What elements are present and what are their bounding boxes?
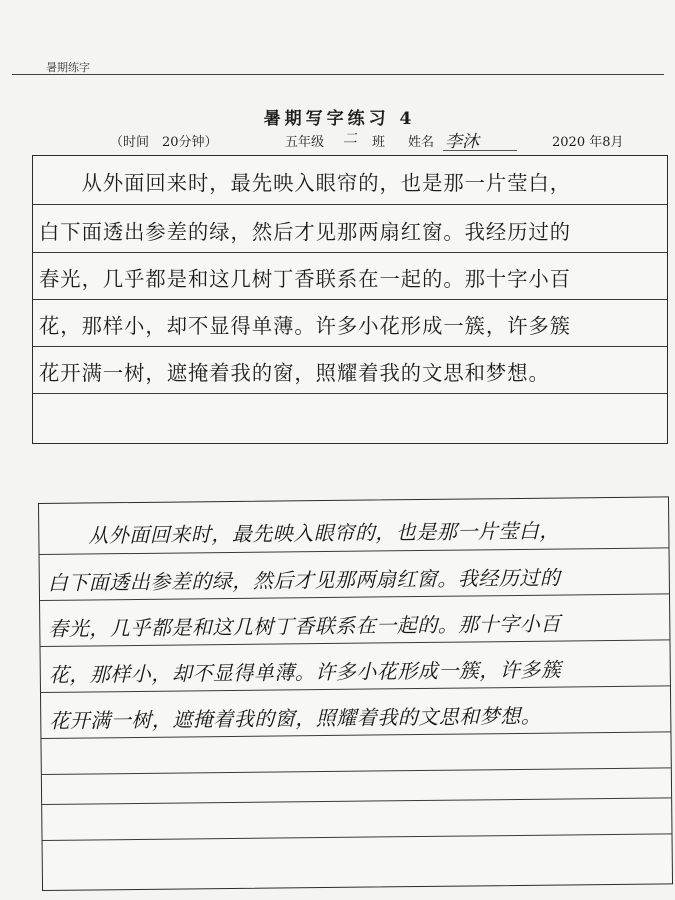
info-row — [0, 131, 675, 151]
ruled-line — [40, 547, 669, 555]
name-value: 李沐 — [445, 132, 479, 152]
worksheet-title — [0, 104, 675, 129]
ruled-line — [33, 252, 667, 253]
handwritten-line: 花开满一树，遮掩着我的窗，照耀着我的文思和梦想。 — [49, 703, 542, 733]
handwritten-line: 从外面回来时，最先映入眼帘的，也是那一片莹白， — [47, 518, 560, 548]
handwritten-line: 春光，几乎都是和这几树丁香联系在一起的。那十字小百 — [48, 611, 561, 641]
handwriting-practice-box — [38, 496, 673, 891]
printed-line: 春光，几乎都是和这几树丁香联系在一起的。那十字小百 — [39, 267, 572, 291]
handwritten-line: 花，那样小，却不显得单薄。许多小花形成一簇，许多簇 — [48, 657, 562, 687]
time-label: （时间 20分钟） — [110, 135, 218, 150]
title-text: 暑期写字练习 — [263, 109, 390, 129]
printed-line: 花，那样小，却不显得单薄。许多小花形成一簇，许多簇 — [39, 314, 572, 338]
printed-line: 花开满一树，遮掩着我的窗，照耀着我的文思和梦想。 — [39, 361, 550, 385]
ruled-line — [33, 299, 667, 300]
grade-label: 五年级 — [285, 135, 325, 150]
printed-passage-box — [32, 155, 668, 444]
ruled-line — [33, 393, 667, 394]
class-label: 班 — [372, 135, 386, 150]
ruled-line — [33, 346, 667, 347]
ruled-line — [42, 767, 671, 775]
date-label: 2020 年8月 — [552, 135, 624, 150]
ruled-line — [42, 797, 671, 805]
ruled-line — [43, 833, 672, 841]
printed-line: 白下面透出参差的绿，然后才见那两扇红窗。我经历过的 — [39, 220, 572, 244]
name-underline — [443, 150, 517, 151]
ruled-line — [33, 204, 667, 205]
header-tag: 暑期练字 — [46, 61, 90, 74]
title-number: 4 — [399, 109, 412, 129]
header-rule — [12, 74, 664, 75]
handwritten-line: 白下面透出参差的绿，然后才见那两扇红窗。我经历过的 — [47, 565, 561, 595]
class-number: 二 — [343, 131, 357, 147]
printed-line: 从外面回来时，最先映入眼帘的，也是那一片莹白， — [39, 171, 572, 195]
name-label: 姓名 — [408, 135, 435, 150]
